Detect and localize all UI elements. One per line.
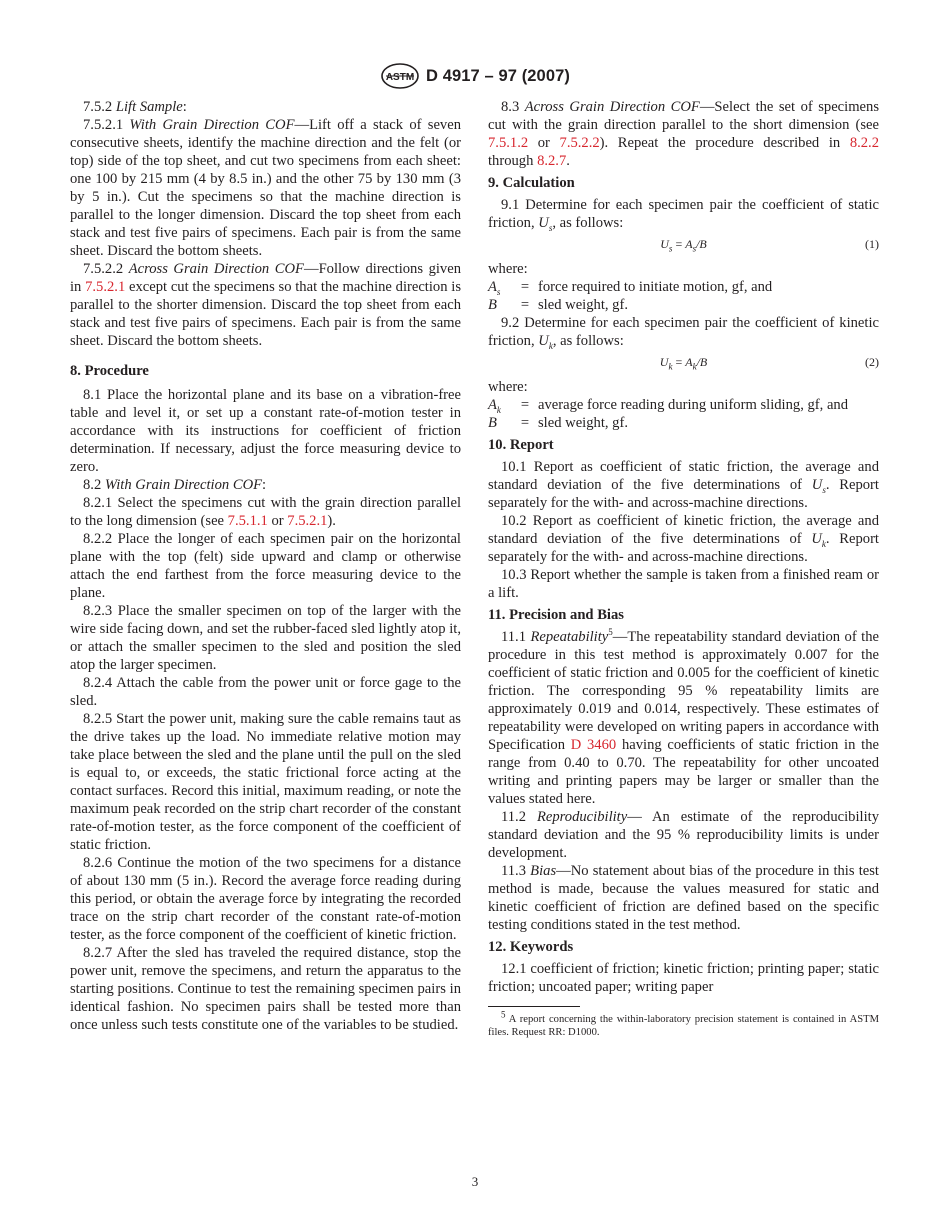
definition-b-2: B = sled weight, gf. xyxy=(488,415,628,431)
section-11-2: 11.2 Reproducibility— An estimate of the reproducibility standard deviation and the 95 % reproducibility limits is under development. xyxy=(488,809,879,861)
equation-2-number: (2) xyxy=(865,355,879,369)
section-7-5-2-1: 7.5.2.1 With Grain Direction COF—Lift off a stack of seven consecutive sheets, identify the machine direction and the felt (or top) side of the top sheet, and cut two specimens from each sheet: one 100 by 215 mm (4 by 8.5 in.) and the other 75 by 130 mm (3 by 5 in.). Cut the specimens so that the machine direction is parallel to the longer dimension. Discard the top sheet from each stack and test five pairs of specimens. Each pair is from the same sheet. Discard the bottom sheets. xyxy=(70,117,461,259)
right-column xyxy=(488,98,879,1039)
where-label-2: where: xyxy=(488,379,528,395)
section-8-2: 8.2 With Grain Direction COF: xyxy=(83,477,267,493)
definition-b: B = sled weight, gf. xyxy=(488,297,628,313)
section-7-5-2: 7.5.2 Lift Sample: xyxy=(83,99,187,115)
astm-logo-text: ASTM xyxy=(385,72,415,83)
section-9-heading: 9. Calculation xyxy=(488,175,575,191)
section-10-heading: 10. Report xyxy=(488,437,554,453)
link-7-5-2-1[interactable]: 7.5.2.1 xyxy=(85,279,126,295)
section-8-heading: 8. Procedure xyxy=(70,363,149,379)
link-7-5-1-1[interactable]: 7.5.1.1 xyxy=(227,513,268,529)
section-8-1: 8.1 Place the horizontal plane and its base on a vibration-free table and level it, or set up a constant rate-of-motion tester in accordance with its instructions for coefficient of friction determination. If necessary, adjust the force measuring device to zero. xyxy=(70,387,461,475)
link-8-2-2[interactable]: 8.2.2 xyxy=(849,135,879,151)
section-8-2-2: 8.2.2 Place the longer of each specimen pair on the horizontal plane with the top (felt) side upward and clamp or otherwise attach the end farthest from the force measuring device to the plane. xyxy=(70,531,461,601)
equation-1: $U_s = A_s/B$ (1) xyxy=(488,232,879,256)
section-8-2-4: 8.2.4 Attach the cable from the power unit or force gage to the sled. xyxy=(70,675,461,709)
section-10-3: 10.3 Report whether the sample is taken from a finished ream or a lift. xyxy=(488,567,879,601)
section-12-1: 12.1 coefficient of friction; kinetic friction; printing paper; static friction; uncoated paper; writing paper xyxy=(488,961,879,995)
section-11-1: 11.1 Repeatability$^5$—The repeatability standard deviation of the procedure in this test method is approximately 0.007 for the coefficient of static friction and 0.005 for the coefficient of kinetic friction. The corresponding 95 % repeatability limits are approximately 0.019 and 0.014, respectively. These estimates of repeatability were developed on writing papers in accordance with Specification D 3460 having coefficients of static friction in the range from 0.40 to 0.70. The repeatability for other uncoated writing and printing papers may be larger or smaller than the values stated here. xyxy=(488,627,879,807)
section-10-2: 10.2 Report as coefficient of kinetic friction, the average and standard deviation of the five determinations of $U_k$. Report separately for the with- and across-machine directions. xyxy=(488,513,879,565)
definition-as: $A_s$ = force required to initiate motion, gf, and xyxy=(488,279,773,297)
link-d-3460[interactable]: D 3460 xyxy=(570,737,617,753)
section-11-3: 11.3 Bias—No statement about bias of the procedure in this test method is made, because the values measured for static and kinetic coefficient of friction are defined based on the specific testing conditions stated in the test method. xyxy=(488,863,879,933)
section-9-2: 9.2 Determine for each specimen pair the coefficient of kinetic friction, $U_k$, as follows: xyxy=(488,315,879,351)
page-header xyxy=(0,62,950,90)
section-8-2-3: 8.2.3 Place the smaller specimen on top of the larger with the wire side facing down, and set the rubber-faced sled lightly atop it, or attach the smaller specimen to the sled and position the sled atop the larger specimen. xyxy=(70,603,461,673)
where-label-1: where: xyxy=(488,261,528,277)
section-10-1: 10.1 Report as coefficient of static friction, the average and standard deviation of the five determinations of $U_s$. Report separately for the with- and across-machine directions. xyxy=(488,459,879,511)
equation-1-number: (1) xyxy=(865,237,879,251)
equation-2: $U_k = A_k/B$ (2) xyxy=(488,350,879,374)
page-number: 3 xyxy=(471,1174,479,1189)
section-8-2-1: 8.2.1 Select the specimens cut with the grain direction parallel to the long dimension (see 7.5.1.1 or 7.5.2.1). xyxy=(70,495,461,529)
section-8-2-6: 8.2.6 Continue the motion of the two specimens for a distance of about 130 mm (5 in.). Record the average force reading during this period, or obtain the average force by integrating the recorded trace on the strip chart recorder of the constant rate-of-motion tester, as the force component of the coefficient of kinetic friction. xyxy=(70,855,461,943)
link-7-5-2-1[interactable]: 7.5.2.1 xyxy=(287,513,328,529)
left-column xyxy=(70,98,461,1034)
link-7-5-2-2[interactable]: 7.5.2.2 xyxy=(559,135,600,151)
section-11-heading: 11. Precision and Bias xyxy=(488,607,624,623)
section-9-1: 9.1 Determine for each specimen pair the coefficient of static friction, $U_s$, as follows: xyxy=(488,197,879,233)
section-8-3: 8.3 Across Grain Direction COF—Select the set of specimens cut with the grain direction parallel to the short dimension (see 7.5.1.2 or 7.5.2.2). Repeat the procedure described in 8.2.2 through 8.2.7. xyxy=(488,99,880,169)
link-7-5-1-2[interactable]: 7.5.1.2 xyxy=(488,135,529,151)
section-12-heading: 12. Keywords xyxy=(488,939,574,955)
section-8-2-5: 8.2.5 Start the power unit, making sure the cable remains taut as the drive takes up the load. No immediate relative motion may take place between the sled and the plane until the pull on the sled is equal to, or exceeds, the static frictional force acting at the contact surfaces. Record this initial, maximum reading, or note the maximum peak recorded on the strip chart recorder of the constant rate-of-motion tester, as the force component of the coefficient of static friction. xyxy=(70,711,461,853)
link-8-2-7[interactable]: 8.2.7 xyxy=(537,153,567,169)
astm-logo-icon xyxy=(380,63,420,89)
definition-ak: $A_k$ = average force reading during uniform sliding, gf, and xyxy=(488,397,849,415)
section-7-5-2-2: 7.5.2.2 Across Grain Direction COF—Follow directions given in 7.5.2.1 except cut the specimens so that the machine direction is parallel to the shorter dimension. Discard the top sheet from each stack and test five pairs of specimens. Each pair is from the same sheet. Discard the bottom sheets. xyxy=(70,261,461,349)
footnote-divider xyxy=(488,1006,580,1007)
document-designation: D 4917 – 97 (2007) xyxy=(426,66,570,85)
footnote-5: $^5$ A report concerning the within-laboratory precision statement is contained in ASTM files. Request RR: D1000. xyxy=(488,1009,879,1038)
section-8-2-7: 8.2.7 After the sled has traveled the required distance, stop the power unit, remove the specimens, and return the apparatus to the starting positions. Continue to test the remaining specimen pairs in identical fashion. No specimen pairs shall be tested more than once unless such tests constitute one of the variables to be studied. xyxy=(70,945,461,1033)
